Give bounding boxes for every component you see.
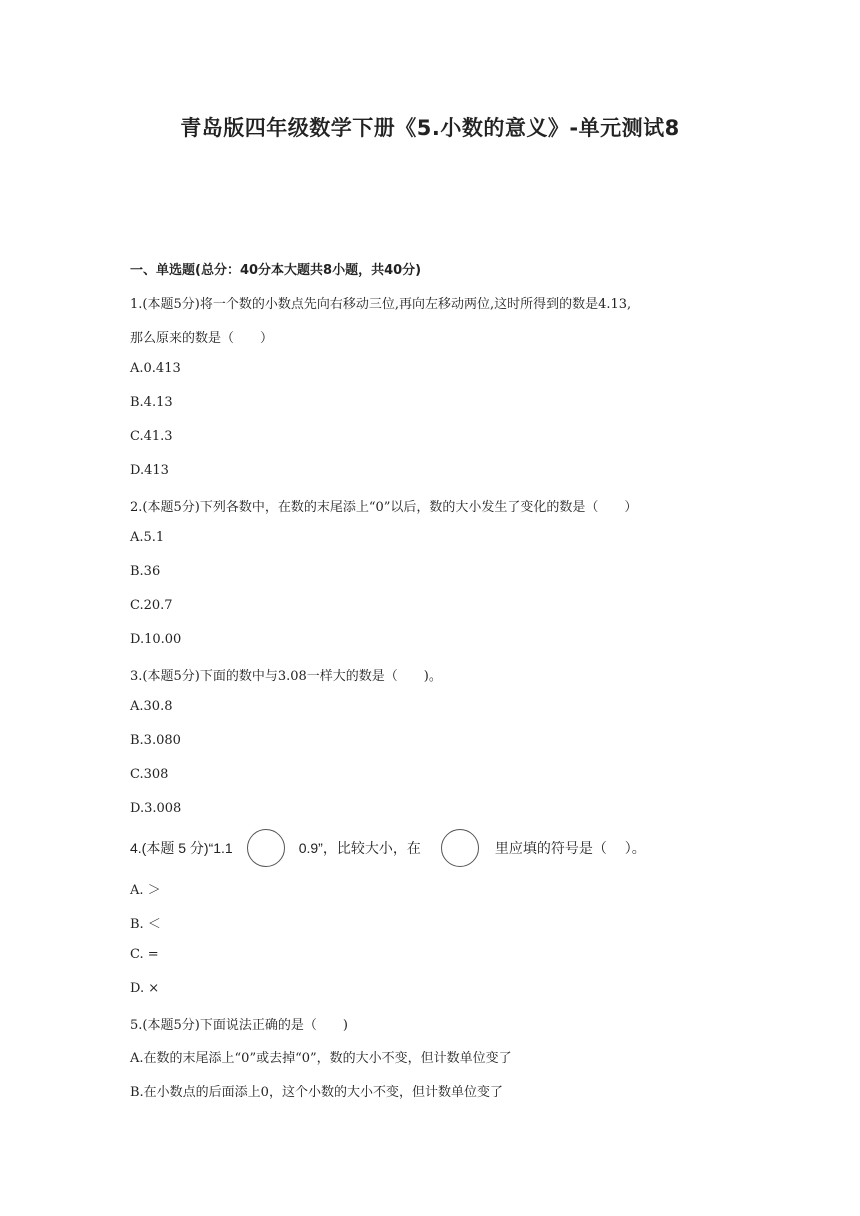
q1-option-b: B.4.13 <box>130 395 173 410</box>
q2-option-d: D.10.00 <box>130 632 182 647</box>
q4-stem-part3: 里应填的符号是（ ）。 <box>494 840 646 856</box>
q1-option-a: A.0.413 <box>130 361 181 376</box>
q4-stem-part1: 4.(本题 5 分)“1.1 <box>130 840 233 856</box>
q4-stem-part2: 0.9”，比较大小，在 <box>298 840 421 856</box>
q4-option-b: B. ＜ <box>130 917 161 932</box>
q1-stem-line1: 1.(本题5分)将一个数的小数点先向右移动三位,再向左移动两位,这时所得到的数是4.13, <box>130 297 632 312</box>
q5-stem: 5.(本题5分)下面说法正确的是（ ) <box>130 1018 348 1033</box>
blank-circle-icon <box>441 829 479 867</box>
q4-option-d: D. × <box>130 981 160 996</box>
q4-stem <box>130 829 646 867</box>
q2-option-c: C.20.7 <box>130 598 173 613</box>
q3-stem: 3.(本题5分)下面的数中与3.08一样大的数是（ )。 <box>130 669 442 684</box>
q2-option-a: A.5.1 <box>130 530 165 545</box>
section-heading: 一、单选题(总分：40分本大题共8小题，共40分) <box>130 263 422 278</box>
q2-stem: 2.(本题5分)下列各数中，在数的末尾添上“0”以后，数的大小发生了变化的数是（ ） <box>130 500 638 515</box>
q1-option-d: D.413 <box>130 463 169 478</box>
q3-option-c: C.308 <box>130 767 169 782</box>
document-title: 青岛版四年级数学下册《5.小数的意义》-单元测试8 <box>180 116 680 140</box>
q3-option-a: A.30.8 <box>130 699 173 714</box>
q1-stem-line2: 那么原来的数是（ ） <box>130 331 274 346</box>
q1-option-c: C.41.3 <box>130 429 173 444</box>
q4-option-c: C. = <box>130 947 159 962</box>
q5-option-b: B.在小数点的后面添上0，这个小数的大小不变，但计数单位变了 <box>130 1085 503 1100</box>
q3-option-b: B.3.080 <box>130 733 181 748</box>
q4-option-a: A. ＞ <box>130 883 161 898</box>
q2-option-b: B.36 <box>130 564 161 579</box>
q5-option-a: A.在数的末尾添上“0”或去掉“0”，数的大小不变，但计数单位变了 <box>130 1051 512 1066</box>
q3-option-d: D.3.008 <box>130 801 182 816</box>
blank-circle-icon <box>247 829 285 867</box>
